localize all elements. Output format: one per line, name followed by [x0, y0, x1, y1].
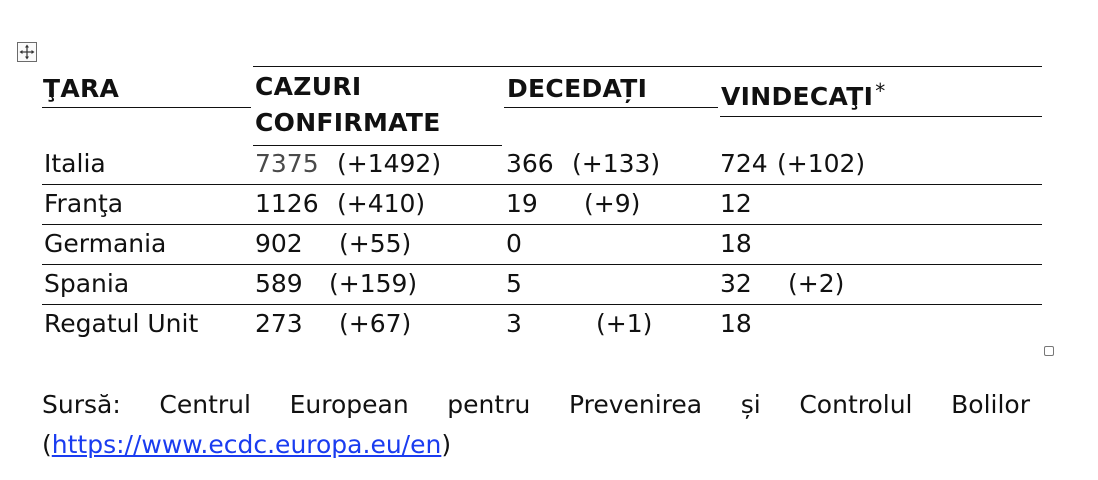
- cell-recovered: 18: [720, 229, 752, 258]
- table-top-rule: [253, 66, 1042, 67]
- cell-deaths: 19: [506, 189, 538, 218]
- cell-confirmed-delta: (+410): [337, 189, 426, 218]
- ecdc-link[interactable]: https://www.ecdc.europa.eu/en: [51, 430, 442, 459]
- source-close-paren: ): [441, 430, 452, 459]
- cell-deaths-delta: (+1): [596, 309, 653, 338]
- cell-country: Germania: [44, 229, 167, 258]
- cell-deaths-delta: (+9): [584, 189, 641, 218]
- cell-recovered: 12: [720, 189, 752, 218]
- cell-deaths: 5: [506, 269, 522, 298]
- footnote-asterisk: *: [875, 79, 886, 103]
- cell-deaths-delta: (+133): [572, 149, 661, 178]
- header-country: ŢARA: [43, 74, 120, 103]
- cell-recovered: 32: [720, 269, 752, 298]
- source-word: și: [740, 390, 761, 419]
- source-link-line: [42, 426, 451, 464]
- cell-country: Spania: [44, 269, 130, 298]
- source-word: pentru: [447, 390, 531, 419]
- cell-deaths: 3: [506, 309, 522, 338]
- cell-country: Italia: [44, 149, 106, 178]
- header-rule-recovered: [720, 116, 1042, 117]
- cell-confirmed: 1126: [255, 189, 319, 218]
- row-rule-1: [42, 184, 1042, 185]
- cell-confirmed-delta: (+55): [339, 229, 412, 258]
- table-resize-icon[interactable]: [1044, 346, 1054, 356]
- source-word: Bolilor: [951, 390, 1030, 419]
- cell-recovered: 18: [720, 309, 752, 338]
- cell-confirmed-delta: (+67): [339, 309, 412, 338]
- source-paragraph: [42, 386, 1030, 424]
- header-rule-confirmed: [253, 145, 502, 146]
- cell-country: Regatul Unit: [44, 309, 199, 338]
- cell-deaths: 0: [506, 229, 522, 258]
- row-rule-3: [42, 264, 1042, 265]
- cell-confirmed: 273: [255, 309, 303, 338]
- cell-recovered-delta: (+102): [777, 149, 866, 178]
- cell-recovered: 724: [720, 149, 768, 178]
- source-word: Prevenirea: [568, 390, 703, 419]
- table-move-icon[interactable]: [17, 42, 37, 62]
- row-rule-2: [42, 224, 1042, 225]
- source-word: European: [289, 390, 409, 419]
- source-word: Centrul: [159, 390, 251, 419]
- header-confirmed-line2: CONFIRMATE: [255, 108, 441, 137]
- header-recovered-label: VINDECAŢI: [721, 82, 874, 111]
- row-rule-4: [42, 304, 1042, 305]
- cell-confirmed: 589: [255, 269, 303, 298]
- header-deaths: DECEDAȚI: [507, 74, 648, 103]
- cell-recovered-delta: (+2): [788, 269, 845, 298]
- cell-confirmed: 902: [255, 229, 303, 258]
- source-prefix: Sursă:: [42, 390, 121, 419]
- cell-confirmed-delta: (+1492): [337, 149, 442, 178]
- header-rule-deaths: [504, 107, 718, 108]
- source-word: Controlul: [799, 390, 913, 419]
- header-rule-country: [42, 107, 251, 108]
- source-open-paren: (: [42, 430, 52, 459]
- header-confirmed-line1: CAZURI: [255, 72, 362, 101]
- cell-confirmed-delta: (+159): [329, 269, 418, 298]
- cell-confirmed: 7375: [255, 149, 319, 178]
- cell-country: Franţa: [44, 189, 124, 218]
- header-recovered: [721, 80, 886, 114]
- cell-deaths: 366: [506, 149, 554, 178]
